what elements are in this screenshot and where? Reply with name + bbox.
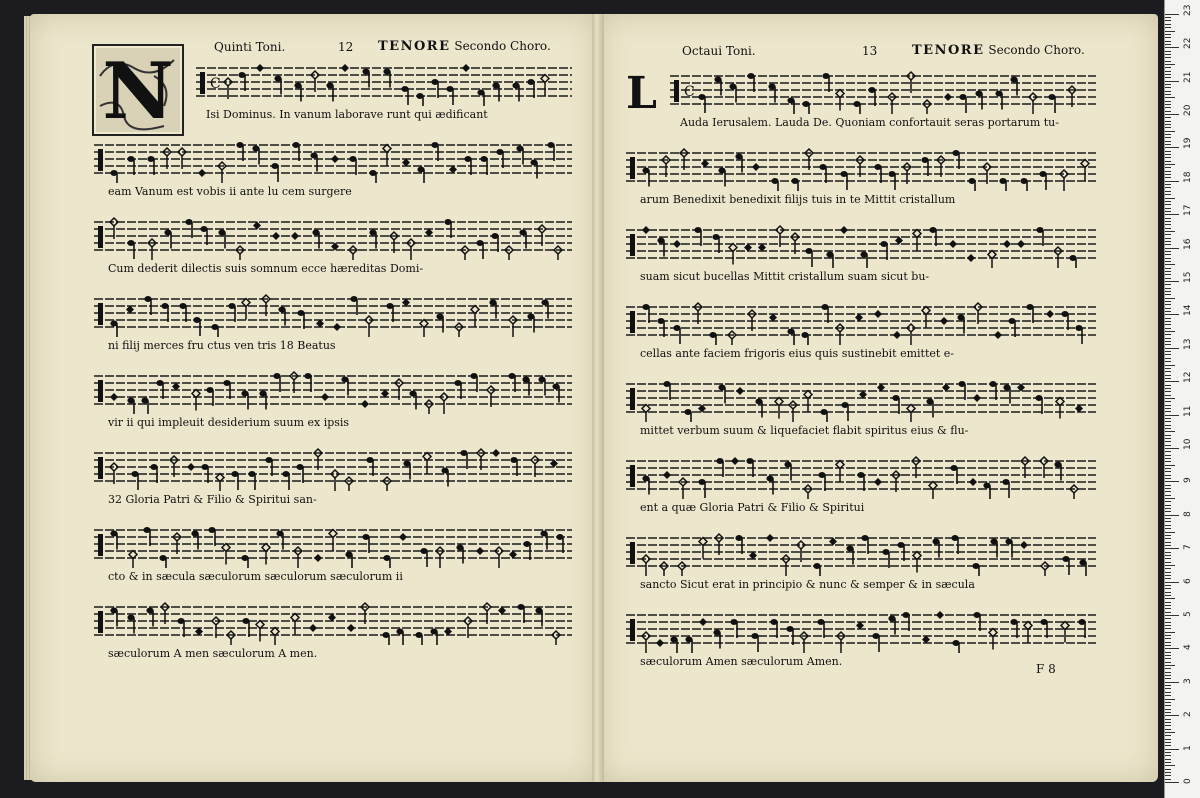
measuring-ruler bbox=[1164, 0, 1200, 798]
initial-l: L bbox=[626, 68, 657, 119]
ruler-label: 12 bbox=[1183, 371, 1193, 384]
right-title-voice: TENORE bbox=[912, 43, 985, 58]
ruler-label: 23 bbox=[1183, 4, 1193, 16]
left-lyric-line-1: Isi Dominus. In vanum laborave runt qui ædificant bbox=[206, 108, 488, 121]
ruler-label: 22 bbox=[1183, 37, 1193, 50]
left-mode-label: Quinti Toni. bbox=[214, 40, 286, 54]
right-staff-3 bbox=[626, 224, 1096, 268]
clef-icon bbox=[98, 303, 103, 325]
ruler-label: 2 bbox=[1183, 711, 1193, 718]
right-title-rest: Secondo Choro. bbox=[988, 43, 1085, 57]
left-page-number: 12 bbox=[338, 40, 354, 54]
clef-icon bbox=[98, 611, 103, 633]
right-staff-5 bbox=[626, 378, 1096, 422]
right-staff-1 bbox=[670, 70, 1096, 114]
ruler-label: 7 bbox=[1183, 544, 1193, 551]
left-title bbox=[378, 39, 551, 54]
right-lyric-line-5: mittet verbum suum & liquefaciet flabit spiritus eius & flu- bbox=[640, 424, 969, 437]
clef-icon bbox=[630, 234, 635, 256]
ruler-label: 21 bbox=[1183, 71, 1193, 83]
mensuration-sign: C bbox=[684, 84, 695, 100]
left-staff-5 bbox=[94, 370, 572, 414]
ruler-label: 13 bbox=[1183, 338, 1193, 350]
left-staff-4 bbox=[94, 293, 572, 337]
ruler-label: 20 bbox=[1183, 104, 1193, 116]
initial-n-ornament bbox=[94, 46, 182, 134]
ruler-label: 9 bbox=[1183, 477, 1193, 484]
decorated-initial-n bbox=[92, 44, 184, 136]
ruler-label: 0 bbox=[1183, 778, 1193, 784]
right-title bbox=[912, 43, 1085, 58]
right-staff-8 bbox=[626, 609, 1096, 653]
right-staff-2 bbox=[626, 147, 1096, 191]
right-staff-7 bbox=[626, 532, 1096, 576]
clef-icon bbox=[98, 380, 103, 402]
left-lyric-line-3: Cum dederit dilectis suis somnum ecce hæreditas Domi- bbox=[108, 262, 424, 275]
right-lyric-line-3: suam sicut bucellas Mittit cristallum suam sicut bu- bbox=[640, 270, 930, 283]
left-staff-7 bbox=[94, 524, 572, 568]
clef-icon bbox=[98, 226, 103, 248]
ruler-label: 18 bbox=[1183, 171, 1193, 183]
ruler-label: 19 bbox=[1183, 137, 1193, 150]
right-mode-label: Octaui Toni. bbox=[682, 44, 756, 58]
left-lyric-line-5: vir ii qui impleuit desiderium suum ex ipsis bbox=[108, 416, 350, 429]
left-staff-2 bbox=[94, 139, 572, 183]
clef-icon bbox=[630, 619, 635, 641]
right-page-number: 13 bbox=[862, 44, 878, 58]
ruler-label: 5 bbox=[1183, 611, 1193, 617]
clef-icon bbox=[98, 534, 103, 556]
right-lyric-line-8: sæculorum Amen sæculorum Amen. bbox=[640, 655, 843, 668]
ruler-label: 3 bbox=[1183, 678, 1193, 684]
ruler-label: 8 bbox=[1183, 511, 1193, 517]
clef-icon bbox=[98, 149, 103, 171]
ruler-label: 10 bbox=[1183, 438, 1193, 450]
right-staff-4 bbox=[626, 301, 1096, 345]
left-lyric-line-8: sæculorum A men sæculorum A men. bbox=[108, 647, 318, 660]
right-lyric-line-2: arum Benedixit benedixit filijs tuis in te Mittit cristallum bbox=[640, 193, 956, 206]
ruler-label: 14 bbox=[1183, 304, 1193, 317]
clef-icon bbox=[674, 80, 679, 102]
right-lyric-line-4: cellas ante faciem frigoris eius quis sustinebit emittet e- bbox=[640, 347, 955, 360]
clef-icon bbox=[200, 72, 205, 94]
left-lyric-line-4: ni filij merces fru ctus ven tris 18 Beatus bbox=[108, 339, 336, 352]
left-staff-1 bbox=[196, 62, 572, 106]
ruler-label: 16 bbox=[1183, 238, 1193, 250]
svg-text:N: N bbox=[102, 46, 174, 134]
signature-mark: F 8 bbox=[1036, 662, 1056, 676]
book-gutter bbox=[592, 14, 604, 782]
left-lyric-line-2: eam Vanum est vobis ii ante lu cem surgere bbox=[108, 185, 352, 198]
left-staff-8 bbox=[94, 601, 572, 645]
ruler-label: 6 bbox=[1183, 577, 1193, 584]
ruler-label: 11 bbox=[1183, 405, 1193, 417]
right-staff-6 bbox=[626, 455, 1096, 499]
clef-icon bbox=[630, 465, 635, 487]
ruler-label: 17 bbox=[1183, 204, 1193, 217]
ruler-label: 15 bbox=[1183, 271, 1193, 283]
left-title-rest: Secondo Choro. bbox=[454, 39, 551, 53]
mensuration-sign: C bbox=[210, 76, 221, 92]
clef-icon bbox=[630, 542, 635, 564]
clef-icon bbox=[630, 311, 635, 333]
left-title-voice: TENORE bbox=[378, 39, 451, 54]
right-lyric-line-6: ent a quæ Gloria Patri & Filio & Spiritui bbox=[640, 501, 865, 514]
ruler-label: 4 bbox=[1183, 644, 1193, 651]
clef-icon bbox=[630, 157, 635, 179]
clef-icon bbox=[630, 388, 635, 410]
right-lyric-line-1: Auda Ierusalem. Lauda De. Quoniam confortauit seras portarum tu- bbox=[680, 116, 1059, 129]
left-lyric-line-7: cto & in sæcula sæculorum sæculorum sæculorum ii bbox=[108, 570, 403, 583]
ruler-label: 1 bbox=[1183, 744, 1193, 751]
clef-icon bbox=[98, 457, 103, 479]
left-staff-3 bbox=[94, 216, 572, 260]
left-staff-6 bbox=[94, 447, 572, 491]
left-lyric-line-6: 32 Gloria Patri & Filio & Spiritui san- bbox=[108, 493, 317, 506]
right-lyric-line-7: sancto Sicut erat in principio & nunc & semper & in sæcula bbox=[640, 578, 975, 591]
